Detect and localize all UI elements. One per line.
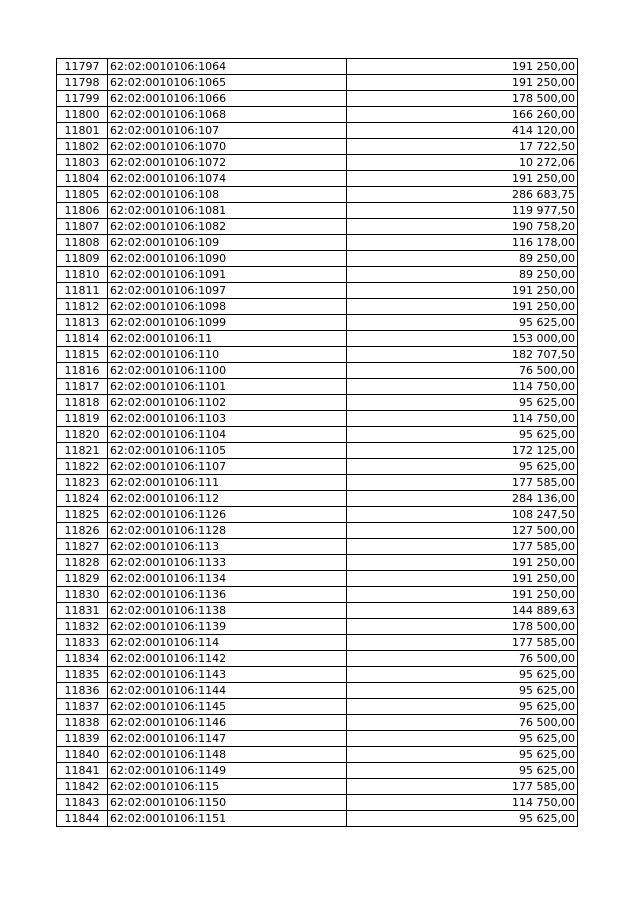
amount-cell: 119 977,50 xyxy=(347,203,578,219)
table-row xyxy=(57,587,578,603)
row-number-cell: 11835 xyxy=(57,667,108,683)
table-row xyxy=(57,795,578,811)
row-number-cell: 11824 xyxy=(57,491,108,507)
amount-cell: 172 125,00 xyxy=(347,443,578,459)
amount-cell: 191 250,00 xyxy=(347,571,578,587)
row-number-cell: 11815 xyxy=(57,347,108,363)
row-number-cell: 11816 xyxy=(57,363,108,379)
table-row xyxy=(57,683,578,699)
amount-cell: 95 625,00 xyxy=(347,459,578,475)
cadastral-number-cell: 62:02:0010106:1148 xyxy=(108,747,347,763)
row-number-cell: 11819 xyxy=(57,411,108,427)
cadastral-number-cell: 62:02:0010106:1082 xyxy=(108,219,347,235)
amount-cell: 177 585,00 xyxy=(347,539,578,555)
table-row xyxy=(57,523,578,539)
table-row xyxy=(57,555,578,571)
amount-cell: 95 625,00 xyxy=(347,811,578,827)
amount-cell: 76 500,00 xyxy=(347,715,578,731)
cadastral-number-cell: 62:02:0010106:1151 xyxy=(108,811,347,827)
table-row xyxy=(57,411,578,427)
cadastral-number-cell: 62:02:0010106:112 xyxy=(108,491,347,507)
cadastral-number-cell: 62:02:0010106:1139 xyxy=(108,619,347,635)
table-row xyxy=(57,443,578,459)
cadastral-number-cell: 62:02:0010106:1128 xyxy=(108,523,347,539)
document-page xyxy=(56,58,577,827)
cadastral-number-cell: 62:02:0010106:1064 xyxy=(108,59,347,75)
cadastral-number-cell: 62:02:0010106:1065 xyxy=(108,75,347,91)
amount-cell: 95 625,00 xyxy=(347,747,578,763)
cadastral-number-cell: 62:02:0010106:1150 xyxy=(108,795,347,811)
table-row xyxy=(57,315,578,331)
row-number-cell: 11804 xyxy=(57,171,108,187)
cadastral-number-cell: 62:02:0010106:1070 xyxy=(108,139,347,155)
table-row xyxy=(57,571,578,587)
table-row xyxy=(57,779,578,795)
row-number-cell: 11797 xyxy=(57,59,108,75)
table-row xyxy=(57,619,578,635)
row-number-cell: 11844 xyxy=(57,811,108,827)
table-row xyxy=(57,507,578,523)
amount-cell: 191 250,00 xyxy=(347,283,578,299)
row-number-cell: 11834 xyxy=(57,651,108,667)
amount-cell: 95 625,00 xyxy=(347,763,578,779)
cadastral-number-cell: 62:02:0010106:1102 xyxy=(108,395,347,411)
cadastral-number-cell: 62:02:0010106:11 xyxy=(108,331,347,347)
table-row xyxy=(57,539,578,555)
cadastral-number-cell: 62:02:0010106:1146 xyxy=(108,715,347,731)
cadastral-number-cell: 62:02:0010106:1097 xyxy=(108,283,347,299)
amount-cell: 95 625,00 xyxy=(347,667,578,683)
table-row xyxy=(57,395,578,411)
table-row xyxy=(57,427,578,443)
cadastral-number-cell: 62:02:0010106:1072 xyxy=(108,155,347,171)
row-number-cell: 11813 xyxy=(57,315,108,331)
cadastral-number-cell: 62:02:0010106:1138 xyxy=(108,603,347,619)
table-row xyxy=(57,475,578,491)
table-row xyxy=(57,107,578,123)
amount-cell: 114 750,00 xyxy=(347,795,578,811)
amount-cell: 177 585,00 xyxy=(347,635,578,651)
table-row xyxy=(57,603,578,619)
amount-cell: 95 625,00 xyxy=(347,731,578,747)
row-number-cell: 11837 xyxy=(57,699,108,715)
cadastral-number-cell: 62:02:0010106:1068 xyxy=(108,107,347,123)
amount-cell: 191 250,00 xyxy=(347,299,578,315)
row-number-cell: 11822 xyxy=(57,459,108,475)
row-number-cell: 11818 xyxy=(57,395,108,411)
table-row xyxy=(57,651,578,667)
row-number-cell: 11810 xyxy=(57,267,108,283)
table-row xyxy=(57,363,578,379)
amount-cell: 191 250,00 xyxy=(347,171,578,187)
table-row xyxy=(57,731,578,747)
table-row xyxy=(57,91,578,107)
amount-cell: 191 250,00 xyxy=(347,555,578,571)
amount-cell: 153 000,00 xyxy=(347,331,578,347)
row-number-cell: 11820 xyxy=(57,427,108,443)
row-number-cell: 11808 xyxy=(57,235,108,251)
cadastral-table xyxy=(56,58,578,827)
cadastral-number-cell: 62:02:0010106:1145 xyxy=(108,699,347,715)
row-number-cell: 11833 xyxy=(57,635,108,651)
row-number-cell: 11836 xyxy=(57,683,108,699)
table-row xyxy=(57,251,578,267)
row-number-cell: 11800 xyxy=(57,107,108,123)
row-number-cell: 11830 xyxy=(57,587,108,603)
amount-cell: 89 250,00 xyxy=(347,267,578,283)
cadastral-number-cell: 62:02:0010106:1074 xyxy=(108,171,347,187)
cadastral-number-cell: 62:02:0010106:114 xyxy=(108,635,347,651)
cadastral-number-cell: 62:02:0010106:111 xyxy=(108,475,347,491)
amount-cell: 191 250,00 xyxy=(347,75,578,91)
table-row xyxy=(57,299,578,315)
table-row xyxy=(57,219,578,235)
amount-cell: 177 585,00 xyxy=(347,475,578,491)
table-row xyxy=(57,123,578,139)
table-row xyxy=(57,75,578,91)
cadastral-number-cell: 62:02:0010106:113 xyxy=(108,539,347,555)
amount-cell: 191 250,00 xyxy=(347,59,578,75)
amount-cell: 95 625,00 xyxy=(347,315,578,331)
amount-cell: 17 722,50 xyxy=(347,139,578,155)
row-number-cell: 11801 xyxy=(57,123,108,139)
amount-cell: 89 250,00 xyxy=(347,251,578,267)
cadastral-number-cell: 62:02:0010106:1147 xyxy=(108,731,347,747)
row-number-cell: 11842 xyxy=(57,779,108,795)
cadastral-number-cell: 62:02:0010106:1098 xyxy=(108,299,347,315)
amount-cell: 95 625,00 xyxy=(347,699,578,715)
amount-cell: 190 758,20 xyxy=(347,219,578,235)
table-row xyxy=(57,283,578,299)
cadastral-number-cell: 62:02:0010106:1142 xyxy=(108,651,347,667)
table-row xyxy=(57,667,578,683)
cadastral-number-cell: 62:02:0010106:109 xyxy=(108,235,347,251)
amount-cell: 182 707,50 xyxy=(347,347,578,363)
amount-cell: 144 889,63 xyxy=(347,603,578,619)
table-row xyxy=(57,171,578,187)
amount-cell: 114 750,00 xyxy=(347,379,578,395)
cadastral-number-cell: 62:02:0010106:1101 xyxy=(108,379,347,395)
row-number-cell: 11827 xyxy=(57,539,108,555)
cadastral-number-cell: 62:02:0010106:1104 xyxy=(108,427,347,443)
cadastral-number-cell: 62:02:0010106:1105 xyxy=(108,443,347,459)
amount-cell: 166 260,00 xyxy=(347,107,578,123)
amount-cell: 178 500,00 xyxy=(347,619,578,635)
amount-cell: 10 272,06 xyxy=(347,155,578,171)
amount-cell: 178 500,00 xyxy=(347,91,578,107)
row-number-cell: 11841 xyxy=(57,763,108,779)
row-number-cell: 11821 xyxy=(57,443,108,459)
table-row xyxy=(57,203,578,219)
row-number-cell: 11812 xyxy=(57,299,108,315)
cadastral-number-cell: 62:02:0010106:1081 xyxy=(108,203,347,219)
amount-cell: 76 500,00 xyxy=(347,363,578,379)
cadastral-number-cell: 62:02:0010106:1144 xyxy=(108,683,347,699)
cadastral-number-cell: 62:02:0010106:107 xyxy=(108,123,347,139)
amount-cell: 95 625,00 xyxy=(347,395,578,411)
cadastral-number-cell: 62:02:0010106:1099 xyxy=(108,315,347,331)
row-number-cell: 11803 xyxy=(57,155,108,171)
row-number-cell: 11814 xyxy=(57,331,108,347)
amount-cell: 116 178,00 xyxy=(347,235,578,251)
table-row xyxy=(57,379,578,395)
cadastral-number-cell: 62:02:0010106:110 xyxy=(108,347,347,363)
row-number-cell: 11828 xyxy=(57,555,108,571)
amount-cell: 286 683,75 xyxy=(347,187,578,203)
amount-cell: 177 585,00 xyxy=(347,779,578,795)
table-row xyxy=(57,139,578,155)
row-number-cell: 11807 xyxy=(57,219,108,235)
cadastral-number-cell: 62:02:0010106:1136 xyxy=(108,587,347,603)
table-body xyxy=(57,59,578,827)
amount-cell: 76 500,00 xyxy=(347,651,578,667)
cadastral-number-cell: 62:02:0010106:1103 xyxy=(108,411,347,427)
cadastral-number-cell: 62:02:0010106:1107 xyxy=(108,459,347,475)
amount-cell: 284 136,00 xyxy=(347,491,578,507)
table-row xyxy=(57,459,578,475)
row-number-cell: 11825 xyxy=(57,507,108,523)
table-row xyxy=(57,491,578,507)
row-number-cell: 11811 xyxy=(57,283,108,299)
row-number-cell: 11799 xyxy=(57,91,108,107)
row-number-cell: 11829 xyxy=(57,571,108,587)
cadastral-number-cell: 62:02:0010106:1090 xyxy=(108,251,347,267)
table-row xyxy=(57,235,578,251)
row-number-cell: 11823 xyxy=(57,475,108,491)
row-number-cell: 11806 xyxy=(57,203,108,219)
row-number-cell: 11838 xyxy=(57,715,108,731)
cadastral-number-cell: 62:02:0010106:1143 xyxy=(108,667,347,683)
row-number-cell: 11805 xyxy=(57,187,108,203)
table-row xyxy=(57,763,578,779)
row-number-cell: 11826 xyxy=(57,523,108,539)
table-row xyxy=(57,331,578,347)
row-number-cell: 11843 xyxy=(57,795,108,811)
table-row xyxy=(57,347,578,363)
amount-cell: 191 250,00 xyxy=(347,587,578,603)
amount-cell: 414 120,00 xyxy=(347,123,578,139)
table-row xyxy=(57,811,578,827)
amount-cell: 108 247,50 xyxy=(347,507,578,523)
amount-cell: 114 750,00 xyxy=(347,411,578,427)
table-row xyxy=(57,155,578,171)
cadastral-number-cell: 62:02:0010106:1126 xyxy=(108,507,347,523)
cadastral-number-cell: 62:02:0010106:1133 xyxy=(108,555,347,571)
cadastral-number-cell: 62:02:0010106:1134 xyxy=(108,571,347,587)
cadastral-number-cell: 62:02:0010106:1066 xyxy=(108,91,347,107)
table-row xyxy=(57,715,578,731)
row-number-cell: 11832 xyxy=(57,619,108,635)
row-number-cell: 11802 xyxy=(57,139,108,155)
row-number-cell: 11840 xyxy=(57,747,108,763)
cadastral-number-cell: 62:02:0010106:1100 xyxy=(108,363,347,379)
row-number-cell: 11839 xyxy=(57,731,108,747)
cadastral-number-cell: 62:02:0010106:1149 xyxy=(108,763,347,779)
amount-cell: 95 625,00 xyxy=(347,427,578,443)
row-number-cell: 11831 xyxy=(57,603,108,619)
cadastral-number-cell: 62:02:0010106:1091 xyxy=(108,267,347,283)
table-row xyxy=(57,59,578,75)
table-row xyxy=(57,187,578,203)
amount-cell: 127 500,00 xyxy=(347,523,578,539)
amount-cell: 95 625,00 xyxy=(347,683,578,699)
table-row xyxy=(57,635,578,651)
row-number-cell: 11809 xyxy=(57,251,108,267)
table-row xyxy=(57,747,578,763)
row-number-cell: 11817 xyxy=(57,379,108,395)
table-row xyxy=(57,699,578,715)
cadastral-number-cell: 62:02:0010106:115 xyxy=(108,779,347,795)
table-row xyxy=(57,267,578,283)
row-number-cell: 11798 xyxy=(57,75,108,91)
cadastral-number-cell: 62:02:0010106:108 xyxy=(108,187,347,203)
